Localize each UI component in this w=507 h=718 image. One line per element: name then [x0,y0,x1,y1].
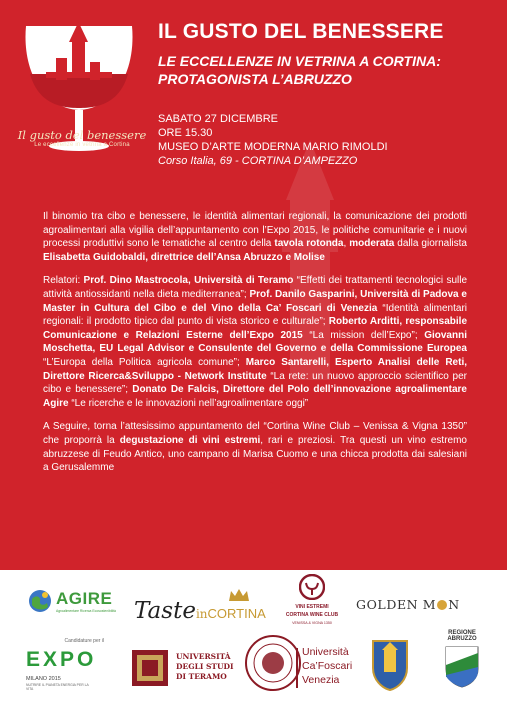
closing-text-1: A Seguire, torna l’attesissimo appuntamento del “Cortina Wine Club – Venissa & Vigna 1350” che proporrà la [43,421,467,446]
golden-moon-logo [356,597,460,612]
intro-bold-3: Elisabetta Guidobaldi, direttrice dell’Ansa Abruzzo e Molise [43,251,325,263]
speaker-6-talk: “Le ricerche e le innovazioni nell’agroalimentare oggi” [68,397,309,409]
speaker-2-talk: “Identità alimentari regionali: il prodotto tipico dal punto di vista storico e culturale”; [43,302,467,328]
agire-logo [26,585,124,623]
teramo-line-2: DEGLI STUDI [176,662,234,671]
in-word: in [195,607,208,621]
speaker-1-name: Prof. Dino Mastrocola, Università di Teramo [80,275,294,287]
foscari-bar-icon [296,648,298,688]
event-time: ORE 15.30 [158,127,213,139]
regione-abruzzo-logo [436,630,488,700]
closing-paragraph [43,420,467,474]
wine-club-line-1: VINI ESTREMI [295,604,329,610]
speaker-4-name: Giovanni Moschetta, EU Legal Advisor e Consulente del Governo e della Commissione Europea [43,329,467,355]
intro-paragraph [43,210,467,264]
intro-text-1: Il binomio tra cibo e benessere, le identità alimentari regionali, la comunicazione dei prodotti agroalimentari alla vigilia dell’appuntamento con l’Expo 2015, le politiche comunitarie e i nuovi processi produttivi sono le tematiche al centro della [43,211,467,250]
speaker-5-name: Marco Santarelli, Esperto Analisi delle Reti, Direttore Ricerca&Sviluppo - Network Institute [43,356,467,382]
regione-shield-icon [444,645,480,689]
globe-icon [28,589,52,613]
golden-moon-text-b: N [448,597,460,612]
speaker-5-talk: “La rete: un nuovo approccio scientifico per cibo e benessere”; [43,370,468,396]
teramo-line-1: UNIVERSITÀ [176,652,231,661]
cortina-word: CORTINA [207,606,266,621]
foscari-line-3: Venezia [302,674,340,686]
page-title: IL GUSTO DEL BENESSERE [158,20,444,43]
city-crest-icon [370,638,410,692]
closing-bold-1: degustazione di vini estremi [119,434,261,446]
regione-line-1: REGIONE [448,630,476,636]
agire-name: AGIRE [56,589,113,608]
intro-text-3: dalla giornalista [394,238,467,250]
speaker-3-name: Roberto Arditti, responsabile Comunicazione e Relazioni Esterne dell’Expo 2015 [43,316,468,341]
speaker-3-talk: “La mission dell’Expo”; [302,329,425,341]
expo-city: MILANO 2015 [26,676,61,682]
expo-top-text: Candidature per il [64,638,104,644]
subtitle-line-2: PROTAGONISTA L’ABRUZZO [158,71,352,87]
sponsor-strip [0,570,507,718]
padova-seal-icon [244,634,302,692]
subtitle-line-1: LE ECCELLENZE IN VETRINA A CORTINA: [158,53,441,69]
body-text [43,210,467,485]
event-venue: MUSEO D’ARTE MODERNA MARIO RIMOLDI [158,141,388,153]
teramo-crest-icon [130,648,170,688]
wine-club-line-2: CORTINA WINE CLUB [285,612,339,618]
logo-script-text: Il gusto del benessere [17,128,147,142]
expo-2015-logo [26,638,104,714]
taste-word: Taste [134,598,196,624]
event-address: Corso Italia, 69 - CORTINA D’AMPEZZO [158,155,358,167]
event-info [158,112,388,168]
wine-club-line-3: VENISSA & VIGNA 1350 [292,621,332,625]
speaker-1-talk: “Effetti dei trattamenti tecnologici sulle attività antiossidanti nella dieta mediterranea”; [43,275,468,300]
page-subtitle [158,52,441,88]
intro-bold-1: tavola rotonda [274,238,344,250]
regione-line-2: ABRUZZO [447,636,477,642]
golden-moon-text-a: GOLDEN M [356,597,437,612]
universita-teramo-logo [130,646,240,696]
intro-text-2: , [343,238,350,250]
speaker-4-talk: “L’Europa della Politica agricola comune”; [43,356,246,368]
wine-club-emblem-icon [299,574,325,600]
event-date: SABATO 27 DICEMBRE [158,113,279,125]
speakers-paragraph [43,274,467,410]
foscari-line-2: Ca’Foscari [302,660,353,672]
ca-foscari-logo [296,646,362,692]
taste-in-cortina-logo [134,588,274,624]
teramo-line-3: DI TERAMO [176,672,227,681]
cortina-wine-club-logo [282,574,342,630]
closing-text-2: , rari e preziosi. Tra questi un vino estremo abruzzese di Feudo Antico, uno campano di Marisa Cuomo e una chicca prodotta dai salesiani a Gerusalemme [43,434,467,474]
municipal-crest [370,638,410,692]
agire-tagline: Agroalimentare Ricerca Ecosostenibilità [56,609,116,613]
foscari-line-1: Università [302,646,349,658]
taste-in-cortina-wordmark [134,598,266,624]
logo-tagline: Le eccellenze in vetrina a Cortina [34,142,130,148]
intro-bold-2: moderata [349,238,395,250]
speaker-6-name: Donato De Falcis, Direttore del Polo dell’innovazione agroalimentare Agire [43,384,467,409]
speakers-label: Relatori: [43,275,81,287]
expo-claim: NUTRIRE IL PIANETA ENERGIA PER LA VITA [26,683,89,691]
expo-wordmark: EXPO [26,648,97,671]
universita-padova-seal [244,634,302,692]
moon-icon [437,600,447,610]
speaker-2-name: Prof. Danilo Gasparini, Università di Padova e Master in Cultura del Cibo e del Vino della Ca’ Foscari di Venezia [43,288,467,314]
